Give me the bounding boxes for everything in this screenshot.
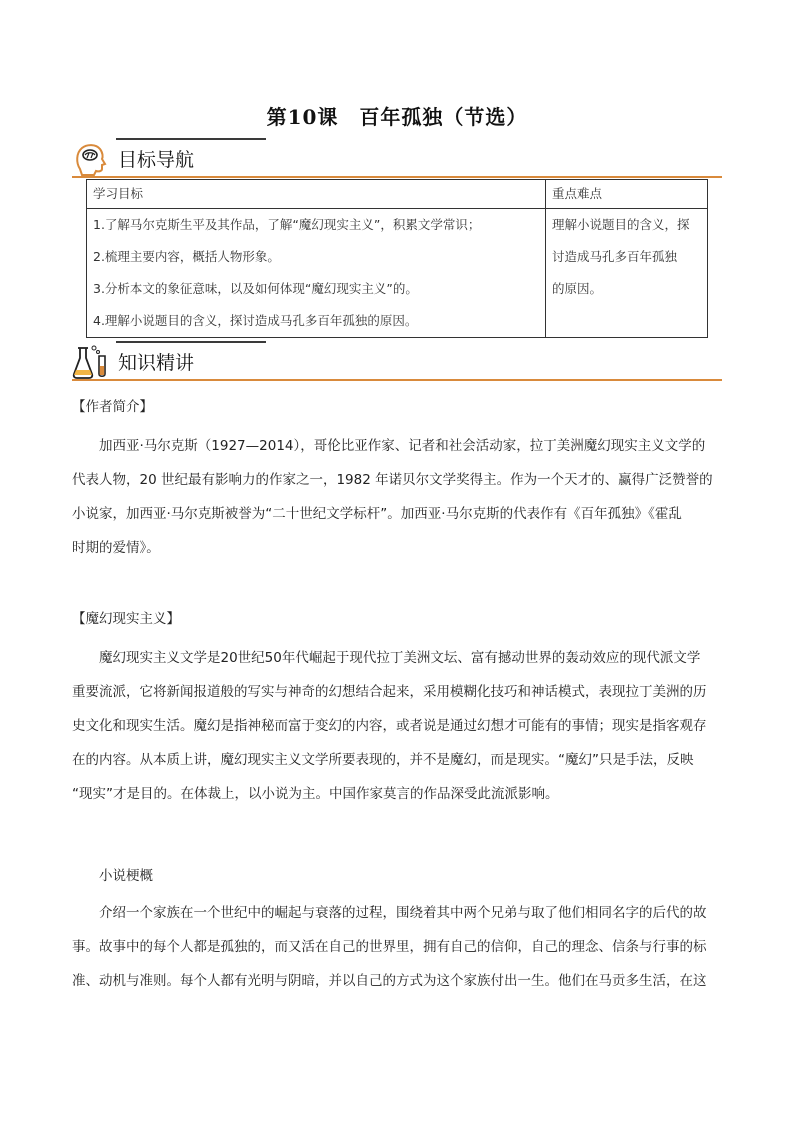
- goals-table: [86, 179, 708, 338]
- author-heading: 【作者简介】: [72, 399, 153, 415]
- header-bottom-rule: [72, 176, 722, 178]
- summary-heading: 小说梗概: [99, 868, 153, 884]
- summary-line: 事。故事中的每个人都是孤独的，而又活在自己的世界里，拥有自己的信仰，自己的理念、信条与行事的标: [72, 939, 707, 955]
- magic-line: “现实”才是目的。在体裁上，以小说为主。中国作家莫言的作品深受此流派影响。: [72, 786, 559, 802]
- difficulty-cell: [546, 209, 708, 338]
- magic-line: 在的内容。从本质上讲，魔幻现实主义文学所要表现的，并不是魔幻，而是现实。“魔幻”只是手法，反映: [72, 752, 694, 768]
- difficulty-line: 理解小说题目的含义，探: [552, 217, 690, 232]
- header-top-rule: [116, 341, 266, 343]
- section-header-knowledge: [72, 341, 722, 381]
- summary-line: 准、动机与准则。每个人都有光明与阴暗，并以自己的方式为这个家族付出一生。他们在马贡多生活，在这: [72, 973, 707, 989]
- magic-line: 魔幻现实主义文学是20世纪50年代崛起于现代拉丁美洲文坛、富有撼动世界的轰动效应的现代派文学: [99, 650, 701, 666]
- objective-item: 3.分析本文的象征意味，以及如何体现“魔幻现实主义”的。: [93, 281, 418, 296]
- difficulty-line: 的原因。: [552, 281, 603, 296]
- goals-table-body-row: [87, 209, 708, 338]
- objectives-cell: [87, 209, 546, 338]
- summary-paragraph: [72, 896, 722, 998]
- author-line: 代表人物，20 世纪最有影响力的作家之一，1982 年诺贝尔文学奖得主。作为一个天才的、赢得广泛赞誉的: [72, 472, 713, 488]
- section-title-knowledge: 知识精讲: [118, 352, 195, 374]
- author-paragraph: [72, 429, 722, 565]
- header-bottom-rule: [72, 379, 722, 381]
- goals-table-header-row: [87, 180, 708, 209]
- magic-line: 重要流派，它将新闻报道般的写实与神奇的幻想结合起来，采用模糊化技巧和神话模式，表现拉丁美洲的历: [72, 684, 707, 700]
- author-line: 加西亚·马尔克斯（1927—2014），哥伦比亚作家、记者和社会活动家，拉丁美洲魔幻现实主义文学的: [99, 438, 706, 454]
- page-title: 第10课 百年孤独（节选）: [266, 105, 528, 129]
- header-top-rule: [116, 138, 266, 140]
- objective-item: 4.理解小说题目的含义，探讨造成马孔多百年孤独的原因。: [93, 313, 418, 328]
- section-title-goals: 目标导航: [118, 149, 195, 171]
- section-header-goals: [72, 138, 722, 178]
- goals-header-objectives: 学习目标: [87, 180, 546, 209]
- summary-line: 介绍一个家族在一个世纪中的崛起与衰落的过程，围绕着其中两个兄弟与取了他们相同名字的后代的故: [99, 905, 707, 921]
- author-line: 时期的爱情》。: [72, 540, 160, 556]
- magic-realism-paragraph: [72, 641, 722, 811]
- lab-flask-icon: [72, 342, 110, 380]
- magic-realism-heading: 【魔幻现实主义】: [72, 611, 180, 627]
- brain-head-icon: [72, 139, 110, 177]
- objective-item: 1.了解马尔克斯生平及其作品，了解“魔幻现实主义”，积累文学常识；: [93, 217, 481, 232]
- author-line: 小说家，加西亚·马尔克斯被誉为“二十世纪文学标杆”。加西亚·马尔克斯的代表作有《百年孤独》《霍乱: [72, 506, 682, 522]
- goals-header-difficulty: 重点难点: [546, 180, 708, 209]
- objective-item: 2.梳理主要内容，概括人物形象。: [93, 249, 280, 264]
- magic-line: 史文化和现实生活。魔幻是指神秘而富于变幻的内容，或者说是通过幻想才可能有的事情；现实是指客观存: [72, 718, 707, 734]
- difficulty-line: 讨造成马孔多百年孤独: [552, 249, 678, 264]
